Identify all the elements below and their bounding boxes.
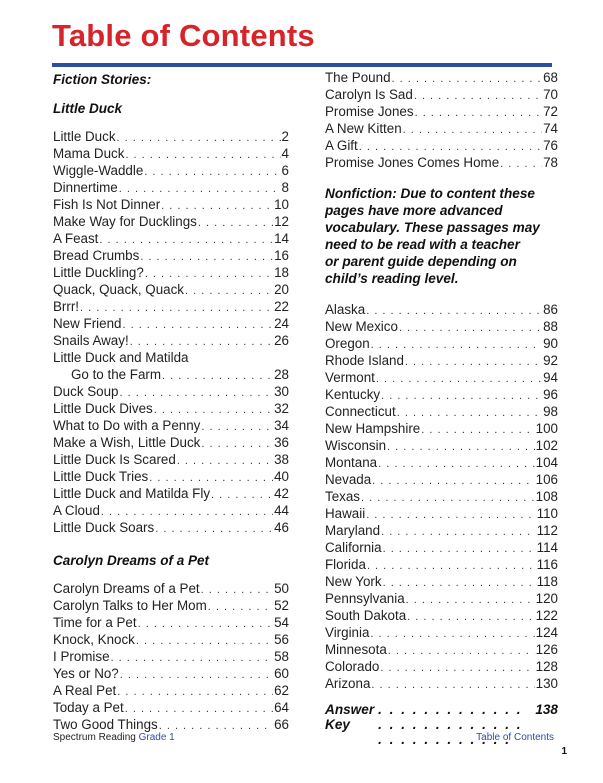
toc-entry-title: Little Duck bbox=[53, 129, 116, 144]
toc-entry-title: Snails Away! bbox=[53, 333, 129, 348]
toc-entry bbox=[325, 539, 558, 556]
toc-entry-title: Pennsylvania bbox=[325, 591, 405, 606]
toc-entry bbox=[53, 145, 289, 162]
toc-entry bbox=[53, 502, 289, 519]
toc-entry-title: New Hampshire bbox=[325, 421, 421, 436]
toc-dot-leader bbox=[415, 105, 543, 122]
toc-entry-page: 100 bbox=[535, 421, 558, 436]
toc-entry-page: 124 bbox=[535, 625, 558, 640]
toc-entry-title: Hawaii bbox=[325, 506, 366, 521]
toc-entry-title: Two Good Things bbox=[53, 717, 158, 732]
toc-dot-leader bbox=[138, 616, 274, 633]
toc-entry-title: Knock, Knock bbox=[53, 632, 135, 647]
toc-entry-title: Make Way for Ducklings bbox=[53, 214, 197, 229]
right-column bbox=[325, 67, 558, 747]
toc-entry bbox=[53, 230, 289, 247]
toc-entry bbox=[53, 383, 289, 400]
nonfiction-note-line: vocabulary. These passages may bbox=[325, 220, 540, 235]
toc-dot-leader bbox=[201, 436, 273, 453]
toc-entry-title: A New Kitten bbox=[325, 121, 402, 136]
toc-entry-title: Little Duck Soars bbox=[53, 520, 155, 535]
toc-entry-page: 120 bbox=[535, 591, 558, 606]
toc-entry bbox=[325, 607, 558, 624]
toc-entry-page: 24 bbox=[274, 316, 289, 331]
toc-entry-title: New York bbox=[325, 574, 382, 589]
toc-entry bbox=[53, 716, 289, 733]
toc-dot-leader bbox=[211, 487, 273, 504]
toc-entry-title: Wisconsin bbox=[325, 438, 387, 453]
toc-entry-title: I Promise bbox=[53, 649, 110, 664]
toc-entry-page: 102 bbox=[535, 438, 558, 453]
toc-entry bbox=[53, 247, 289, 264]
toc-entry-title: Fish Is Not Dinner bbox=[53, 197, 161, 212]
toc-dot-leader bbox=[120, 667, 273, 684]
toc-dot-leader bbox=[407, 609, 535, 626]
toc-entry bbox=[53, 648, 289, 665]
toc-entry bbox=[325, 120, 558, 137]
toc-entry-title: Wiggle-Waddle bbox=[53, 163, 144, 178]
toc-entry bbox=[53, 179, 289, 196]
toc-entry-page: 112 bbox=[536, 523, 558, 538]
little-duck-list bbox=[53, 128, 289, 536]
toc-dot-leader bbox=[392, 71, 543, 88]
page-title: Table of Contents bbox=[52, 18, 315, 53]
toc-entry bbox=[325, 590, 558, 607]
toc-entry bbox=[53, 580, 289, 597]
toc-entry bbox=[53, 597, 289, 614]
toc-dot-leader bbox=[376, 371, 542, 388]
toc-entry bbox=[53, 315, 289, 332]
toc-entry-page: 106 bbox=[535, 472, 558, 487]
toc-entry bbox=[325, 471, 558, 488]
toc-dot-leader bbox=[381, 388, 542, 405]
footer-grade: Grade 1 bbox=[138, 732, 175, 743]
toc-entry bbox=[53, 264, 289, 281]
toc-entry-page: 110 bbox=[536, 506, 558, 521]
toc-entry-page: 38 bbox=[274, 452, 289, 467]
toc-entry-page: 32 bbox=[274, 401, 289, 416]
toc-entry-title: Virginia bbox=[325, 625, 370, 640]
page-number: 1 bbox=[561, 746, 567, 757]
toc-entry bbox=[325, 352, 558, 369]
toc-entry-title: Arizona bbox=[325, 676, 371, 691]
toc-entry bbox=[53, 485, 289, 502]
toc-entry-title: Maryland bbox=[325, 523, 381, 538]
toc-entry-title: Mama Duck bbox=[53, 146, 125, 161]
toc-dot-leader bbox=[177, 453, 273, 470]
toc-entry bbox=[53, 162, 289, 179]
toc-entry-title: Brrr! bbox=[53, 299, 80, 314]
toc-dot-leader bbox=[500, 156, 542, 173]
toc-entry-title: Rhode Island bbox=[325, 353, 404, 368]
answer-key-title: Answer Key bbox=[325, 702, 375, 732]
toc-entry-title: Little Duck and Matilda Fly bbox=[53, 486, 211, 501]
toc-dot-leader bbox=[366, 507, 535, 524]
toc-entry bbox=[325, 318, 558, 335]
toc-dot-leader bbox=[406, 592, 535, 609]
toc-dot-leader bbox=[372, 473, 535, 490]
toc-entry-page: 116 bbox=[536, 557, 558, 572]
toc-entry bbox=[53, 614, 289, 631]
toc-entry bbox=[325, 69, 558, 86]
toc-entry-title: Quack, Quack, Quack bbox=[53, 282, 184, 297]
toc-entry-title: Carolyn Talks to Her Mom bbox=[53, 598, 207, 613]
toc-entry-page: 108 bbox=[535, 489, 558, 504]
toc-entry-page: 86 bbox=[543, 302, 558, 317]
toc-entry bbox=[53, 699, 289, 716]
toc-entry-page: 36 bbox=[274, 435, 289, 450]
nonfiction-note-line: Nonfiction: Due to content these bbox=[325, 186, 535, 201]
toc-entry-title: Go to the Farm bbox=[71, 367, 162, 382]
toc-entry-title: What to Do with a Penny bbox=[53, 418, 201, 433]
toc-dot-leader bbox=[421, 422, 534, 439]
toc-dot-leader bbox=[201, 582, 273, 599]
toc-dot-leader bbox=[198, 215, 273, 232]
toc-entry bbox=[325, 624, 558, 641]
toc-entry-title: Nevada bbox=[325, 472, 372, 487]
toc-entry bbox=[325, 335, 558, 352]
toc-entry-title: Duck Soup bbox=[53, 384, 119, 399]
toc-entry-page: 62 bbox=[274, 683, 289, 698]
toc-dot-leader bbox=[361, 490, 535, 507]
toc-entry bbox=[325, 488, 558, 505]
toc-entry-title: Connecticut bbox=[325, 404, 396, 419]
toc-entry-title: New Mexico bbox=[325, 319, 398, 334]
fiction-heading: Fiction Stories: bbox=[53, 72, 152, 87]
toc-entry-page: 22 bbox=[274, 299, 289, 314]
toc-entry-page: 94 bbox=[543, 370, 558, 385]
toc-dot-leader bbox=[117, 684, 273, 701]
toc-entry-page: 50 bbox=[274, 581, 289, 596]
toc-entry-page: 12 bbox=[274, 214, 289, 229]
toc-entry bbox=[53, 213, 289, 230]
toc-entry bbox=[53, 631, 289, 648]
toc-entry-title: Dinnertime bbox=[53, 180, 118, 195]
toc-dot-leader bbox=[201, 419, 273, 436]
toc-dot-leader bbox=[378, 456, 535, 473]
toc-entry-title: New Friend bbox=[53, 316, 122, 331]
toc-entry-title: Alaska bbox=[325, 302, 366, 317]
nonfiction-note-line: pages have more advanced bbox=[325, 203, 503, 218]
toc-entry-title: Little Duck Tries bbox=[53, 469, 149, 484]
left-column bbox=[53, 67, 289, 733]
toc-dot-leader bbox=[381, 524, 536, 541]
toc-entry-page: 130 bbox=[535, 676, 558, 691]
nonfiction-note bbox=[325, 185, 558, 287]
toc-entry-page: 118 bbox=[536, 574, 558, 589]
toc-entry-page: 46 bbox=[274, 520, 289, 535]
toc-entry-page: 52 bbox=[274, 598, 289, 613]
toc-entry-title: Carolyn Is Sad bbox=[325, 87, 413, 102]
toc-entry bbox=[325, 86, 558, 103]
toc-entry-page: 28 bbox=[274, 367, 289, 382]
toc-entry-title: Promise Jones Comes Home bbox=[325, 155, 500, 170]
toc-entry-title: A Feast bbox=[53, 231, 99, 246]
toc-dot-leader bbox=[117, 130, 281, 147]
toc-entry-page: 34 bbox=[274, 418, 289, 433]
toc-entry bbox=[325, 573, 558, 590]
toc-entry-page: 56 bbox=[274, 632, 289, 647]
toc-dot-leader bbox=[383, 541, 536, 558]
toc-entry-page: 96 bbox=[543, 387, 558, 402]
toc-entry bbox=[53, 451, 289, 468]
little-duck-heading: Little Duck bbox=[53, 101, 123, 116]
toc-entry bbox=[325, 454, 558, 471]
toc-entry-page: 58 bbox=[274, 649, 289, 664]
toc-entry-title: South Dakota bbox=[325, 608, 407, 623]
toc-dot-leader bbox=[367, 558, 536, 575]
toc-entry-title: Promise Jones bbox=[325, 104, 414, 119]
toc-dot-leader bbox=[111, 650, 274, 667]
toc-entry bbox=[325, 369, 558, 386]
toc-dot-leader bbox=[144, 164, 280, 181]
toc-dot-leader bbox=[388, 643, 535, 660]
toc-entry-page: 40 bbox=[274, 469, 289, 484]
toc-entry bbox=[325, 437, 558, 454]
toc-dot-leader bbox=[162, 368, 273, 385]
toc-entry-page: 70 bbox=[543, 87, 558, 102]
toc-dot-leader bbox=[370, 626, 534, 643]
toc-dot-leader bbox=[125, 147, 280, 164]
toc-entry-page: 44 bbox=[274, 503, 289, 518]
toc-entry-page: 74 bbox=[543, 121, 558, 136]
toc-dot-leader bbox=[405, 354, 542, 371]
toc-entry bbox=[53, 196, 289, 213]
toc-entry bbox=[53, 128, 289, 145]
toc-dot-leader bbox=[399, 320, 542, 337]
toc-entry-title: Time for a Pet bbox=[53, 615, 137, 630]
toc-entry-page: 76 bbox=[543, 138, 558, 153]
toc-dot-leader bbox=[403, 122, 542, 139]
toc-entry-title: Bread Crumbs bbox=[53, 248, 140, 263]
toc-entry-page: 10 bbox=[274, 197, 289, 212]
carolyn-list bbox=[53, 580, 289, 733]
toc-entry bbox=[53, 332, 289, 349]
toc-dot-leader bbox=[122, 317, 273, 334]
carolyn-heading: Carolyn Dreams of a Pet bbox=[53, 553, 210, 568]
toc-entry-page: 42 bbox=[274, 486, 289, 501]
toc-entry-title: Little Duckling? bbox=[53, 265, 144, 280]
toc-dot-leader bbox=[140, 249, 273, 266]
toc-dot-leader bbox=[371, 677, 534, 694]
toc-entry bbox=[325, 301, 558, 318]
toc-dot-leader bbox=[387, 439, 535, 456]
toc-dot-leader bbox=[159, 718, 273, 735]
toc-entry-page: 54 bbox=[274, 615, 289, 630]
toc-entry bbox=[53, 349, 289, 366]
toc-entry bbox=[325, 103, 558, 120]
toc-entry-title: Minnesota bbox=[325, 642, 387, 657]
toc-entry-page: 88 bbox=[543, 319, 558, 334]
toc-entry-page: 92 bbox=[543, 353, 558, 368]
answer-key-page: 138 bbox=[535, 702, 558, 717]
toc-entry bbox=[325, 505, 558, 522]
nonfiction-note-line: child’s reading level. bbox=[325, 271, 459, 286]
toc-entry-page: 4 bbox=[281, 146, 289, 161]
toc-entry bbox=[325, 403, 558, 420]
toc-entry bbox=[53, 281, 289, 298]
toc-entry-page: 104 bbox=[535, 455, 558, 470]
toc-entry-title: Make a Wish, Little Duck bbox=[53, 435, 201, 450]
toc-entry-page: 66 bbox=[274, 717, 289, 732]
toc-entry-page: 18 bbox=[274, 265, 289, 280]
nonfiction-note-line: need to be read with a teacher bbox=[325, 237, 520, 252]
toc-entry-page: 30 bbox=[274, 384, 289, 399]
toc-entry-title: A Gift bbox=[325, 138, 358, 153]
toc-entry-page: 78 bbox=[543, 155, 558, 170]
toc-entry-page: 114 bbox=[536, 540, 558, 555]
toc-dot-leader bbox=[185, 283, 273, 300]
footer-section: Table of Contents bbox=[476, 732, 554, 743]
toc-entry-title: Colorado bbox=[325, 659, 380, 674]
toc-entry-page: 90 bbox=[543, 336, 558, 351]
toc-entry-title: Little Duck Dives bbox=[53, 401, 153, 416]
carolyn-continued-list bbox=[325, 69, 558, 171]
toc-entry bbox=[325, 641, 558, 658]
toc-entry bbox=[325, 522, 558, 539]
toc-entry-page: 72 bbox=[543, 104, 558, 119]
toc-entry-title: Today a Pet bbox=[53, 700, 124, 715]
toc-entry-page: 98 bbox=[543, 404, 558, 419]
footer-series-name: Spectrum Reading bbox=[53, 732, 136, 743]
toc-entry-title: Texas bbox=[325, 489, 360, 504]
toc-entry-page: 16 bbox=[274, 248, 289, 263]
footer-series bbox=[53, 732, 175, 743]
toc-entry bbox=[325, 420, 558, 437]
toc-entry-title: Little Duck Is Scared bbox=[53, 452, 176, 467]
toc-entry-page: 6 bbox=[281, 163, 289, 178]
toc-entry bbox=[53, 468, 289, 485]
toc-entry-page: 14 bbox=[274, 231, 289, 246]
toc-entry-page: 126 bbox=[535, 642, 558, 657]
nonfiction-list bbox=[325, 301, 558, 692]
toc-entry-title: Yes or No? bbox=[53, 666, 119, 681]
toc-entry bbox=[53, 366, 289, 383]
toc-entry bbox=[53, 298, 289, 315]
toc-entry-page: 26 bbox=[274, 333, 289, 348]
nonfiction-note-line: or parent guide depending on bbox=[325, 254, 517, 269]
toc-entry bbox=[53, 682, 289, 699]
toc-dot-leader bbox=[136, 633, 273, 650]
toc-entry-page: 60 bbox=[274, 666, 289, 681]
toc-entry bbox=[325, 556, 558, 573]
toc-entry bbox=[53, 434, 289, 451]
toc-dot-leader bbox=[380, 660, 534, 677]
toc-entry-title: The Pound bbox=[325, 70, 391, 85]
toc-dot-leader bbox=[208, 599, 273, 616]
toc-entry bbox=[325, 386, 558, 403]
toc-entry bbox=[325, 137, 558, 154]
toc-entry-page: 128 bbox=[535, 659, 558, 674]
toc-entry-title: Carolyn Dreams of a Pet bbox=[53, 581, 200, 596]
toc-entry bbox=[325, 658, 558, 675]
toc-entry-page: 2 bbox=[281, 129, 289, 144]
toc-entry bbox=[325, 675, 558, 692]
toc-entry-page: 20 bbox=[274, 282, 289, 297]
toc-entry-title: Little Duck and Matilda bbox=[53, 350, 189, 365]
toc-entry-title: Vermont bbox=[325, 370, 375, 385]
toc-entry bbox=[53, 400, 289, 417]
toc-dot-leader bbox=[414, 88, 542, 105]
toc-entry bbox=[53, 417, 289, 434]
toc-entry-page: 8 bbox=[281, 180, 289, 195]
toc-dot-leader bbox=[383, 575, 536, 592]
toc-entry-title: A Cloud bbox=[53, 503, 100, 518]
toc-entry-title: Florida bbox=[325, 557, 366, 572]
toc-entry bbox=[53, 665, 289, 682]
toc-entry-page: 64 bbox=[274, 700, 289, 715]
toc-entry-title: A Real Pet bbox=[53, 683, 117, 698]
toc-entry bbox=[53, 519, 289, 536]
toc-entry-title: California bbox=[325, 540, 382, 555]
toc-entry-page: 122 bbox=[535, 608, 558, 623]
toc-entry-page: 68 bbox=[543, 70, 558, 85]
toc-entry-title: Kentucky bbox=[325, 387, 381, 402]
toc-entry-title: Montana bbox=[325, 455, 378, 470]
toc-dot-leader bbox=[155, 521, 273, 538]
toc-entry bbox=[325, 154, 558, 171]
toc-entry-title: Oregon bbox=[325, 336, 370, 351]
